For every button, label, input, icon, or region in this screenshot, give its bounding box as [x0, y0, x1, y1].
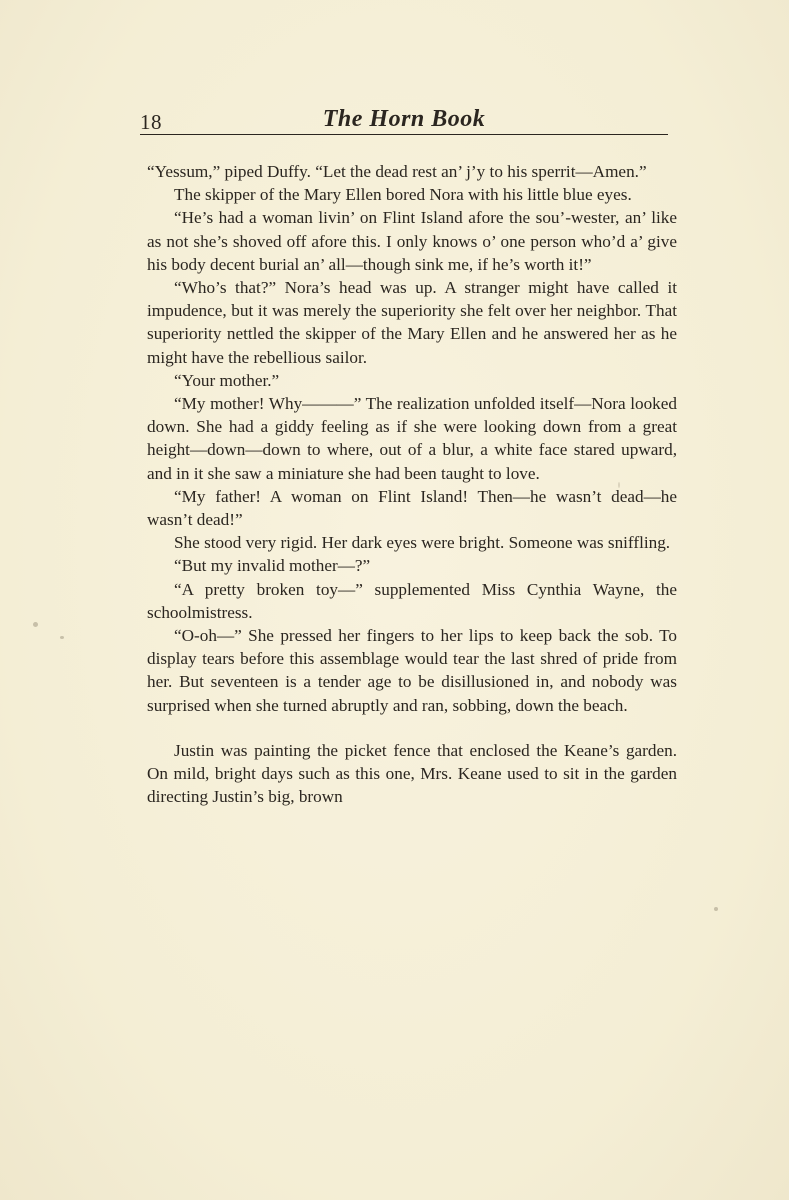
paper-speck [60, 636, 64, 639]
paragraph: “My mother! Why———” The realization unfolded itself—Nora looked down. She had a giddy feeling as if she were looking down from a great height—down—down to where, out of a blur, a white face stared upward, and in it she saw a miniature she had been taught to love. [147, 394, 677, 483]
paragraph: “He’s had a woman livin’ on Flint Island afore the sou’-wester, an’ like as not she’s shoved off afore this. I only knows o’ one person who’d a’ give his body decent burial an’ all—though sink me, if he’s worth it!” [147, 208, 677, 274]
paragraph: “But my invalid mother—?” [174, 556, 371, 576]
paper-speck [33, 622, 38, 627]
paragraph: “My father! A woman on Flint Island! Then—he wasn’t dead—he wasn’t dead!” [147, 486, 677, 530]
paragraph: “A pretty broken toy—” supplemented Miss Cynthia Wayne, the schoolmistress. [147, 579, 677, 622]
paper-speck [618, 482, 620, 488]
header-rule [140, 134, 668, 135]
running-title: The Horn Book [322, 106, 486, 132]
page-number: 18 [140, 110, 162, 134]
page-header [140, 106, 668, 136]
paragraph: Justin was painting the picket fence that enclosed the Keane’s garden. On mild, bright days such as this one, Mrs. Keane used to sit in the garden directing Justin’s big, brown [147, 740, 677, 807]
paragraph: “Yessum,” piped Duffy. “Let the dead rest an’ j’y to his sperrit—Amen.” [147, 162, 647, 181]
paragraph: The skipper of the Mary Ellen bored Nora with his little blue eyes. [174, 185, 632, 205]
paragraph: “Who’s that?” Nora’s head was up. A stranger might have called it impudence, but it was merely the superiority she felt over her neighbor. That superiority nettled the skipper of the Mary Ellen and he answered her as he might have the rebellious sailor. [147, 278, 677, 367]
paragraph: “O-oh—” She pressed her fingers to her lips to keep back the sob. To display tears before this assemblage would tear the last shred of pride from her. But seventeen is a tender age to be disillusioned in, and nobody was surprised when she turned abruptly and ran, sobbing, down the beach. [147, 626, 677, 715]
paper-speck [714, 907, 718, 911]
body-text [147, 160, 677, 808]
paragraph: “Your mother.” [174, 370, 280, 390]
paragraph: She stood very rigid. Her dark eyes were bright. Someone was sniffling. [174, 533, 671, 553]
